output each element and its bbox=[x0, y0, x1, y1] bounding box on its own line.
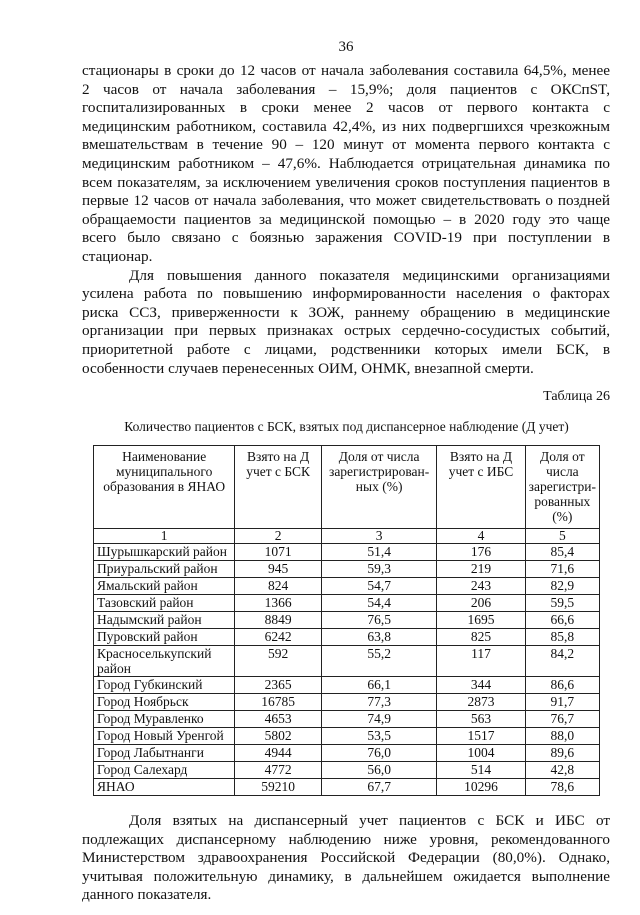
table-row bbox=[94, 612, 600, 629]
bsk-count-cell: 4944 bbox=[235, 745, 322, 762]
municipality-name-cell: Красноселькупский район bbox=[94, 646, 235, 677]
header-ibs-count: Взято на Д учет с ИБС bbox=[437, 446, 525, 529]
table-row bbox=[94, 646, 600, 677]
text-line: вмешательствам в течение 90 – 120 минут от момента первого контакта с bbox=[82, 136, 610, 154]
bsk-count-cell: 824 bbox=[235, 578, 322, 595]
table-title: Количество пациентов с БСК, взятых под диспансерное наблюдение (Д учет) bbox=[124, 419, 569, 435]
column-number-row bbox=[94, 529, 600, 544]
text-line: Министерством здравоохранения Российской Федерации (80,0%). Однако, bbox=[82, 849, 610, 867]
table-header-row bbox=[94, 446, 600, 529]
table-label: Таблица 26 bbox=[543, 389, 610, 405]
table-row bbox=[94, 728, 600, 745]
text-line: подлежащих диспансерному наблюдению ниже уровня, рекомендованного bbox=[82, 830, 610, 848]
ibs-share-cell: 86,6 bbox=[525, 677, 599, 694]
bsk-share-cell: 77,3 bbox=[321, 694, 436, 711]
text-line: всем показателям, за исключением увеличения сроков поступления пациентов в bbox=[82, 173, 610, 191]
column-number: 3 bbox=[321, 529, 436, 544]
text-line: всего было связано с боязнью заражения COVID-19 при поступлении в bbox=[82, 229, 610, 247]
municipality-name-cell: Город Новый Уренгой bbox=[94, 728, 235, 745]
dispensary-table bbox=[93, 445, 600, 796]
bsk-count-cell: 4653 bbox=[235, 711, 322, 728]
bsk-share-cell: 53,5 bbox=[321, 728, 436, 745]
bsk-share-cell: 54,7 bbox=[321, 578, 436, 595]
ibs-count-cell: 825 bbox=[437, 629, 525, 646]
ibs-count-cell: 117 bbox=[437, 646, 525, 677]
bsk-share-cell: 67,7 bbox=[321, 779, 436, 796]
bsk-share-cell: 76,5 bbox=[321, 612, 436, 629]
text-line: 2 часов от начала заболевания – 15,9%; доля пациентов с ОКСпST, bbox=[82, 80, 610, 98]
municipality-name-cell: Город Лабытнанги bbox=[94, 745, 235, 762]
bsk-share-cell: 76,0 bbox=[321, 745, 436, 762]
ibs-share-cell: 85,4 bbox=[525, 544, 599, 561]
text-line: усилена работа по повышению информированности населения о факторах bbox=[82, 285, 610, 303]
text-line: стационар. bbox=[82, 247, 153, 265]
text-line: Доля взятых на диспансерный учет пациентов с БСК и ИБС от bbox=[129, 812, 610, 830]
ibs-count-cell: 1695 bbox=[437, 612, 525, 629]
text-line: медицинским работником – 47,6%. Наблюдается отрицательная динамика по bbox=[82, 154, 610, 172]
ibs-share-cell: 76,7 bbox=[525, 711, 599, 728]
ibs-count-cell: 1004 bbox=[437, 745, 525, 762]
municipality-name-cell: Шурышкарский район bbox=[94, 544, 235, 561]
table-row bbox=[94, 677, 600, 694]
municipality-name-cell: Тазовский район bbox=[94, 595, 235, 612]
ibs-share-cell: 84,2 bbox=[525, 646, 599, 677]
ibs-share-cell: 88,0 bbox=[525, 728, 599, 745]
ibs-count-cell: 563 bbox=[437, 711, 525, 728]
ibs-count-cell: 10296 bbox=[437, 779, 525, 796]
header-ibs-share: Доля от числа зарегистри-рованных (%) bbox=[525, 446, 599, 529]
text-line: особенности случаев перенесенных ОИМ, ОНМК, внезапной смерти. bbox=[82, 359, 534, 377]
municipality-name-cell: Город Ноябрьск bbox=[94, 694, 235, 711]
municipality-name-cell: Надымский район bbox=[94, 612, 235, 629]
header-bsk-share: Доля от числа зарегистрирован-ных (%) bbox=[321, 446, 436, 529]
bsk-count-cell: 945 bbox=[235, 561, 322, 578]
column-number: 2 bbox=[235, 529, 322, 544]
municipality-name-cell: Город Губкинский bbox=[94, 677, 235, 694]
bsk-count-cell: 4772 bbox=[235, 762, 322, 779]
municipality-name-cell: Город Муравленко bbox=[94, 711, 235, 728]
municipality-name-cell: Приуральский район bbox=[94, 561, 235, 578]
text-line: организации при первых признаках острых сердечно-сосудистых событий, bbox=[82, 322, 610, 340]
municipality-name-cell: Пуровский район bbox=[94, 629, 235, 646]
bsk-count-cell: 5802 bbox=[235, 728, 322, 745]
bsk-share-cell: 74,9 bbox=[321, 711, 436, 728]
ibs-share-cell: 71,6 bbox=[525, 561, 599, 578]
ibs-count-cell: 1517 bbox=[437, 728, 525, 745]
ibs-share-cell: 85,8 bbox=[525, 629, 599, 646]
bsk-count-cell: 2365 bbox=[235, 677, 322, 694]
text-line: госпитализированных в сроки менее 2 часов от первого контакта с bbox=[82, 99, 610, 117]
table-row bbox=[94, 561, 600, 578]
header-bsk-count: Взято на Д учет с БСК bbox=[235, 446, 322, 529]
text-line: медицинским работником, составила 42,4%, из них подвергшихся чрезкожным bbox=[82, 117, 610, 135]
paragraph-measures bbox=[82, 267, 610, 379]
bsk-count-cell: 592 bbox=[235, 646, 322, 677]
header-municipality: Наименование муниципального образования в ЯНАО bbox=[94, 446, 235, 529]
column-number: 4 bbox=[437, 529, 525, 544]
bsk-share-cell: 66,1 bbox=[321, 677, 436, 694]
table-row bbox=[94, 595, 600, 612]
column-number: 1 bbox=[94, 529, 235, 544]
text-line: первые 12 часов от начала заболевания, что может свидетельствовать о поздней bbox=[82, 192, 610, 210]
bsk-share-cell: 56,0 bbox=[321, 762, 436, 779]
table-row bbox=[94, 711, 600, 728]
ibs-share-cell: 91,7 bbox=[525, 694, 599, 711]
bsk-share-cell: 55,2 bbox=[321, 646, 436, 677]
text-line: учитывая положительную динамику, в дальнейшем ожидается выполнение bbox=[82, 867, 610, 885]
page-number: 36 bbox=[338, 39, 354, 55]
table-row bbox=[94, 762, 600, 779]
text-line: данного показателя. bbox=[82, 886, 212, 904]
bsk-share-cell: 63,8 bbox=[321, 629, 436, 646]
table-row bbox=[94, 629, 600, 646]
paragraph-conclusion bbox=[82, 812, 610, 905]
text-line: обращаемости пациентов за медицинской помощью – в 2020 году это чаще bbox=[82, 210, 610, 228]
bsk-count-cell: 8849 bbox=[235, 612, 322, 629]
ibs-count-cell: 2873 bbox=[437, 694, 525, 711]
ibs-share-cell: 89,6 bbox=[525, 745, 599, 762]
ibs-count-cell: 219 bbox=[437, 561, 525, 578]
paragraph-hospitalization bbox=[82, 62, 610, 267]
table-row bbox=[94, 745, 600, 762]
ibs-share-cell: 66,6 bbox=[525, 612, 599, 629]
column-number: 5 bbox=[525, 529, 599, 544]
bsk-count-cell: 16785 bbox=[235, 694, 322, 711]
bsk-count-cell: 1366 bbox=[235, 595, 322, 612]
bsk-share-cell: 59,3 bbox=[321, 561, 436, 578]
ibs-count-cell: 514 bbox=[437, 762, 525, 779]
ibs-count-cell: 176 bbox=[437, 544, 525, 561]
text-line: Для повышения данного показателя медицинскими организациями bbox=[129, 266, 610, 284]
bsk-share-cell: 54,4 bbox=[321, 595, 436, 612]
table-row bbox=[94, 578, 600, 595]
municipality-name-cell: ЯНАО bbox=[94, 779, 235, 796]
text-line: стационары в сроки до 12 часов от начала заболевания составила 64,5%, менее bbox=[82, 62, 610, 79]
ibs-share-cell: 59,5 bbox=[525, 595, 599, 612]
bsk-share-cell: 51,4 bbox=[321, 544, 436, 561]
text-line: приоритетной работе с лицами, родственники которых имели БСК, в bbox=[82, 340, 610, 358]
ibs-count-cell: 344 bbox=[437, 677, 525, 694]
ibs-count-cell: 243 bbox=[437, 578, 525, 595]
municipality-name-cell: Ямальский район bbox=[94, 578, 235, 595]
bsk-count-cell: 1071 bbox=[235, 544, 322, 561]
ibs-count-cell: 206 bbox=[437, 595, 525, 612]
text-line: риска ССЗ, приверженности к ЗОЖ, раннему обращению в медицинские bbox=[82, 303, 610, 321]
table-row bbox=[94, 544, 600, 561]
bsk-count-cell: 6242 bbox=[235, 629, 322, 646]
municipality-name-cell: Город Салехард bbox=[94, 762, 235, 779]
table-row bbox=[94, 694, 600, 711]
ibs-share-cell: 78,6 bbox=[525, 779, 599, 796]
bsk-count-cell: 59210 bbox=[235, 779, 322, 796]
table-row bbox=[94, 779, 600, 796]
ibs-share-cell: 82,9 bbox=[525, 578, 599, 595]
ibs-share-cell: 42,8 bbox=[525, 762, 599, 779]
